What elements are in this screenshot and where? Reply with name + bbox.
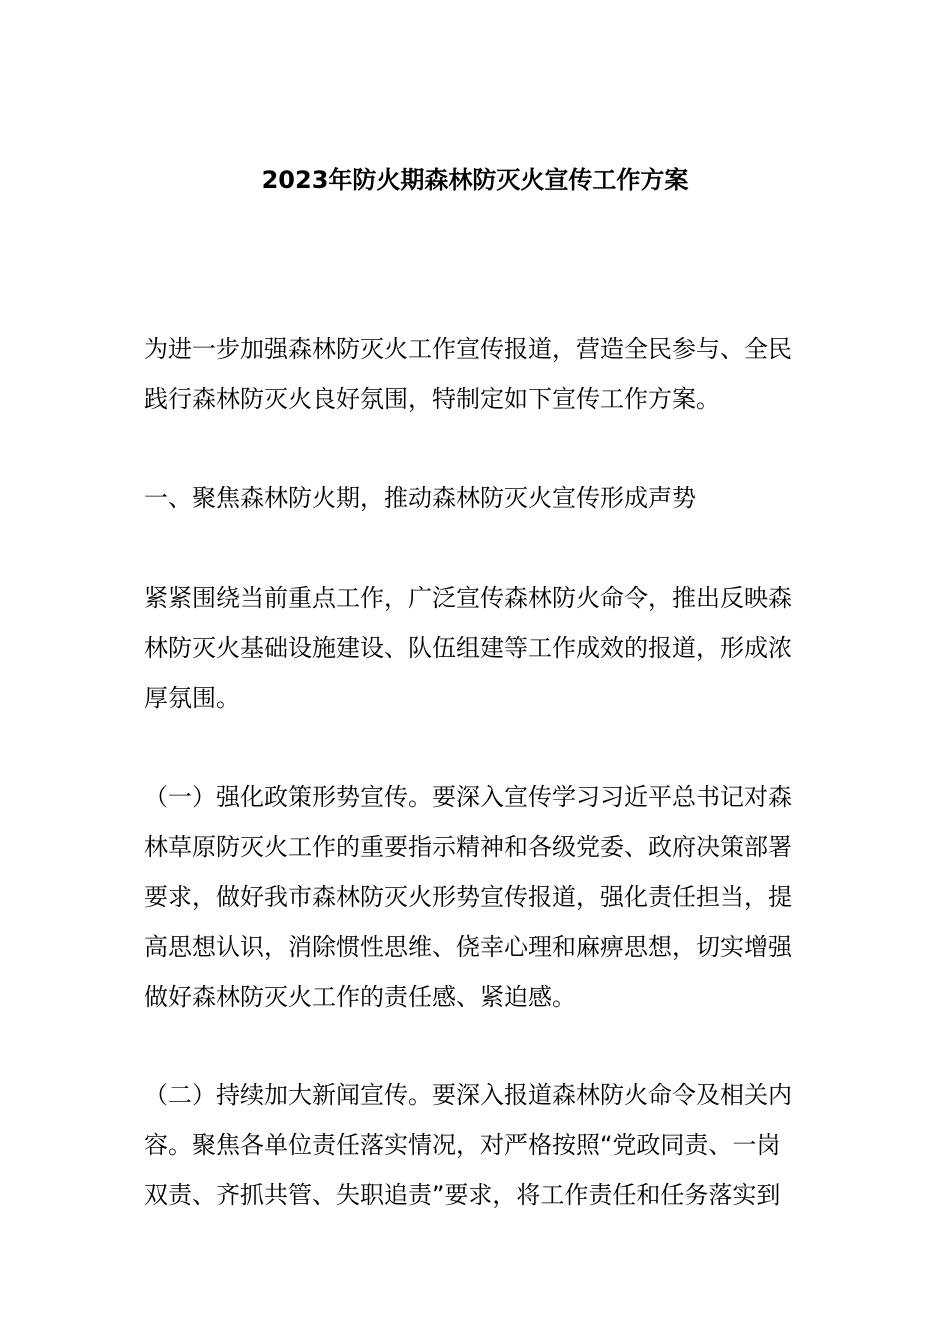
document-title: 2023年防火期森林防灭火宣传工作方案 [261,166,689,194]
paragraph-line: （一）强化政策形势宣传。要深入宣传学习习近平总书记对森 [144,783,792,811]
paragraph-line: 高思想认识，消除惯性思维、侥幸心理和麻痹思想，切实增强 [144,933,792,961]
paragraph-line: 践行森林防灭火良好氛围，特制定如下宣传工作方案。 [144,385,720,413]
subsection-paragraph-2 [144,1070,806,1220]
paragraph-line: 双责、齐抓共管、失职追责”要求，将工作责任和任务落实到 [144,1181,781,1209]
paragraph-line: 紧紧围绕当前重点工作，广泛宣传森林防火命令，推出反映森 [144,584,792,612]
paragraph-line: 厚氛围。 [144,684,240,712]
paragraph-line: 为进一步加强森林防灭火工作宣传报道，营造全民参与、全民 [144,335,792,363]
section-paragraph [144,573,806,723]
intro-paragraph [144,324,806,424]
paragraph-line: 做好森林防灭火工作的责任感、紧迫感。 [144,983,576,1011]
paragraph-line: 林草原防灭火工作的重要指示精神和各级党委、政府决策部署 [144,833,792,861]
paragraph-line: 林防灭火基础设施建设、队伍组建等工作成效的报道，形成浓 [144,634,792,662]
paragraph-line: 要求，做好我市森林防灭火形势宣传报道，强化责任担当，提 [144,883,792,911]
subsection-paragraph-1 [144,772,806,1022]
paragraph-line: （二）持续加大新闻宣传。要深入报道森林防火命令及相关内 [144,1081,792,1109]
heading-line: 一、聚焦森林防火期，推动森林防灭火宣传形成声势 [144,484,696,512]
paragraph-line: 容。聚焦各单位责任落实情况，对严格按照“党政同责、一岗 [144,1131,781,1159]
section-heading [144,473,806,523]
